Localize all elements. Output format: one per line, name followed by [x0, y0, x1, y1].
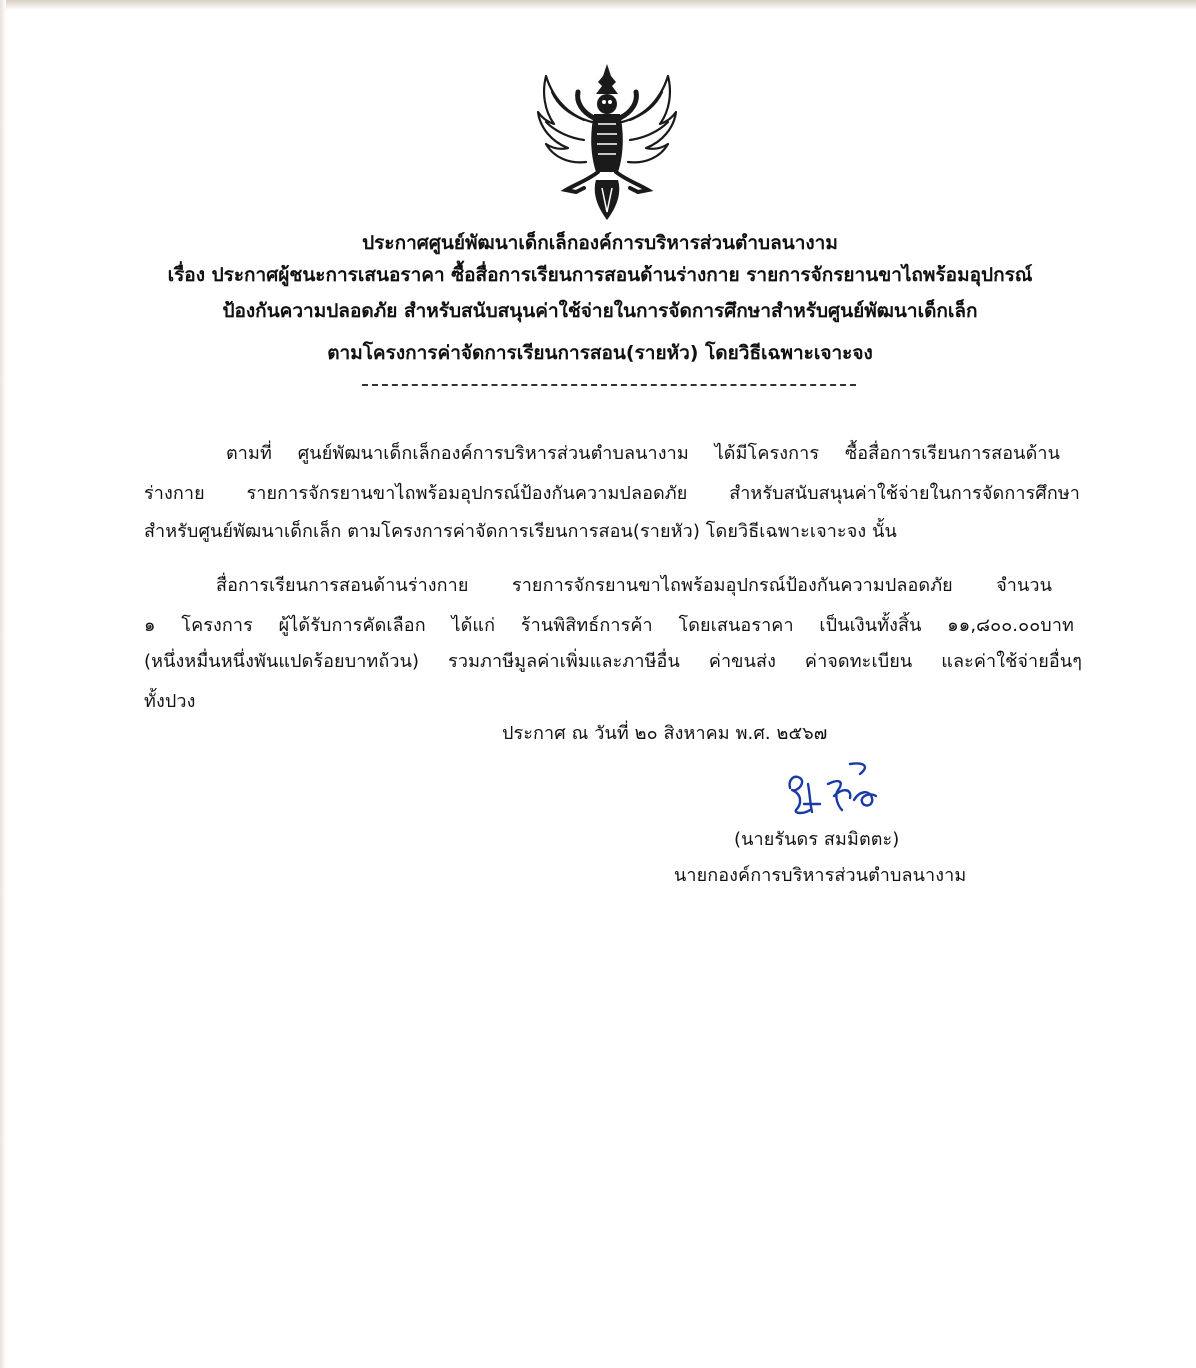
garuda-emblem-icon: [532, 62, 682, 222]
paragraph-2-line-3: (หนึ่งหมื่นหนึ่งพันแปดร้อยบาทถ้วน) รวมภาษีมูลค่าเพิ่มและภาษีอื่น ค่าขนส่ง ค่าจดทะเบียน และค่าใช้จ่ายอื่นๆ: [144, 651, 1082, 672]
paragraph-2-line-4: ทั้งปวง: [144, 691, 196, 712]
paragraph-1-line-3: สำหรับศูนย์พัฒนาเด็กเล็ก ตามโครงการค่าจัดการเรียนการสอน(รายหัว) โดยวิธีเฉพาะเจาะจง นั้น: [144, 521, 897, 542]
signer-position: นายกองค์การบริหารส่วนตำบลนางาม: [674, 865, 967, 886]
title-divider: [362, 384, 856, 386]
page-top-shadow: [0, 0, 1196, 10]
paragraph-2-line-1: สื่อการเรียนการสอนด้านร่างกาย รายการจักรยานขาไถพร้อมอุปกรณ์ป้องกันความปลอดภัย จำนวน: [216, 575, 1052, 596]
announcement-subject-line-1: เรื่อง ประกาศผู้ชนะการเสนอราคา ซื้อสื่อการเรียนการสอนด้านร่างกาย รายการจักรยานขาไถพร้อมอุปกรณ์: [167, 264, 1033, 286]
signature-icon: [780, 760, 900, 820]
paragraph-1-line-1: ตามที่ ศูนย์พัฒนาเด็กเล็กองค์การบริหารส่วนตำบลนางาม ได้มีโครงการ ซื้อสื่อการเรียนการสอนด้าน: [226, 443, 1060, 464]
paragraph-2-line-2: ๑ โครงการ ผู้ได้รับการคัดเลือก ได้แก่ ร้านพิสิทธ์การค้า โดยเสนอราคา เป็นเงินทั้งสิ้น ๑๑,๘๐๐.๐๐บาท: [144, 615, 1074, 636]
page-left-edge: [0, 0, 6, 1368]
announcement-title: ประกาศศูนย์พัฒนาเด็กเล็กองค์การบริหารส่วนตำบลนางาม: [362, 232, 838, 254]
announcement-date: ประกาศ ณ วันที่ ๒๐ สิงหาคม พ.ศ. ๒๕๖๗: [502, 723, 828, 744]
announcement-subject-line-2: ป้องกันความปลอดภัย สำหรับสนับสนุนค่าใช้จ่ายในการจัดการศึกษาสำหรับศูนย์พัฒนาเด็กเล็ก: [222, 300, 978, 322]
paragraph-1-line-2: ร่างกาย รายการจักรยานขาไถพร้อมอุปกรณ์ป้องกันความปลอดภัย สำหรับสนับสนุนค่าใช้จ่ายในการจัดการศึกษา: [144, 483, 1080, 504]
announcement-subject-line-3: ตามโครงการค่าจัดการเรียนการสอน(รายหัว) โดยวิธีเฉพาะเจาะจง: [327, 342, 873, 364]
signer-name: (นายรันดร สมมิตตะ): [734, 829, 900, 850]
